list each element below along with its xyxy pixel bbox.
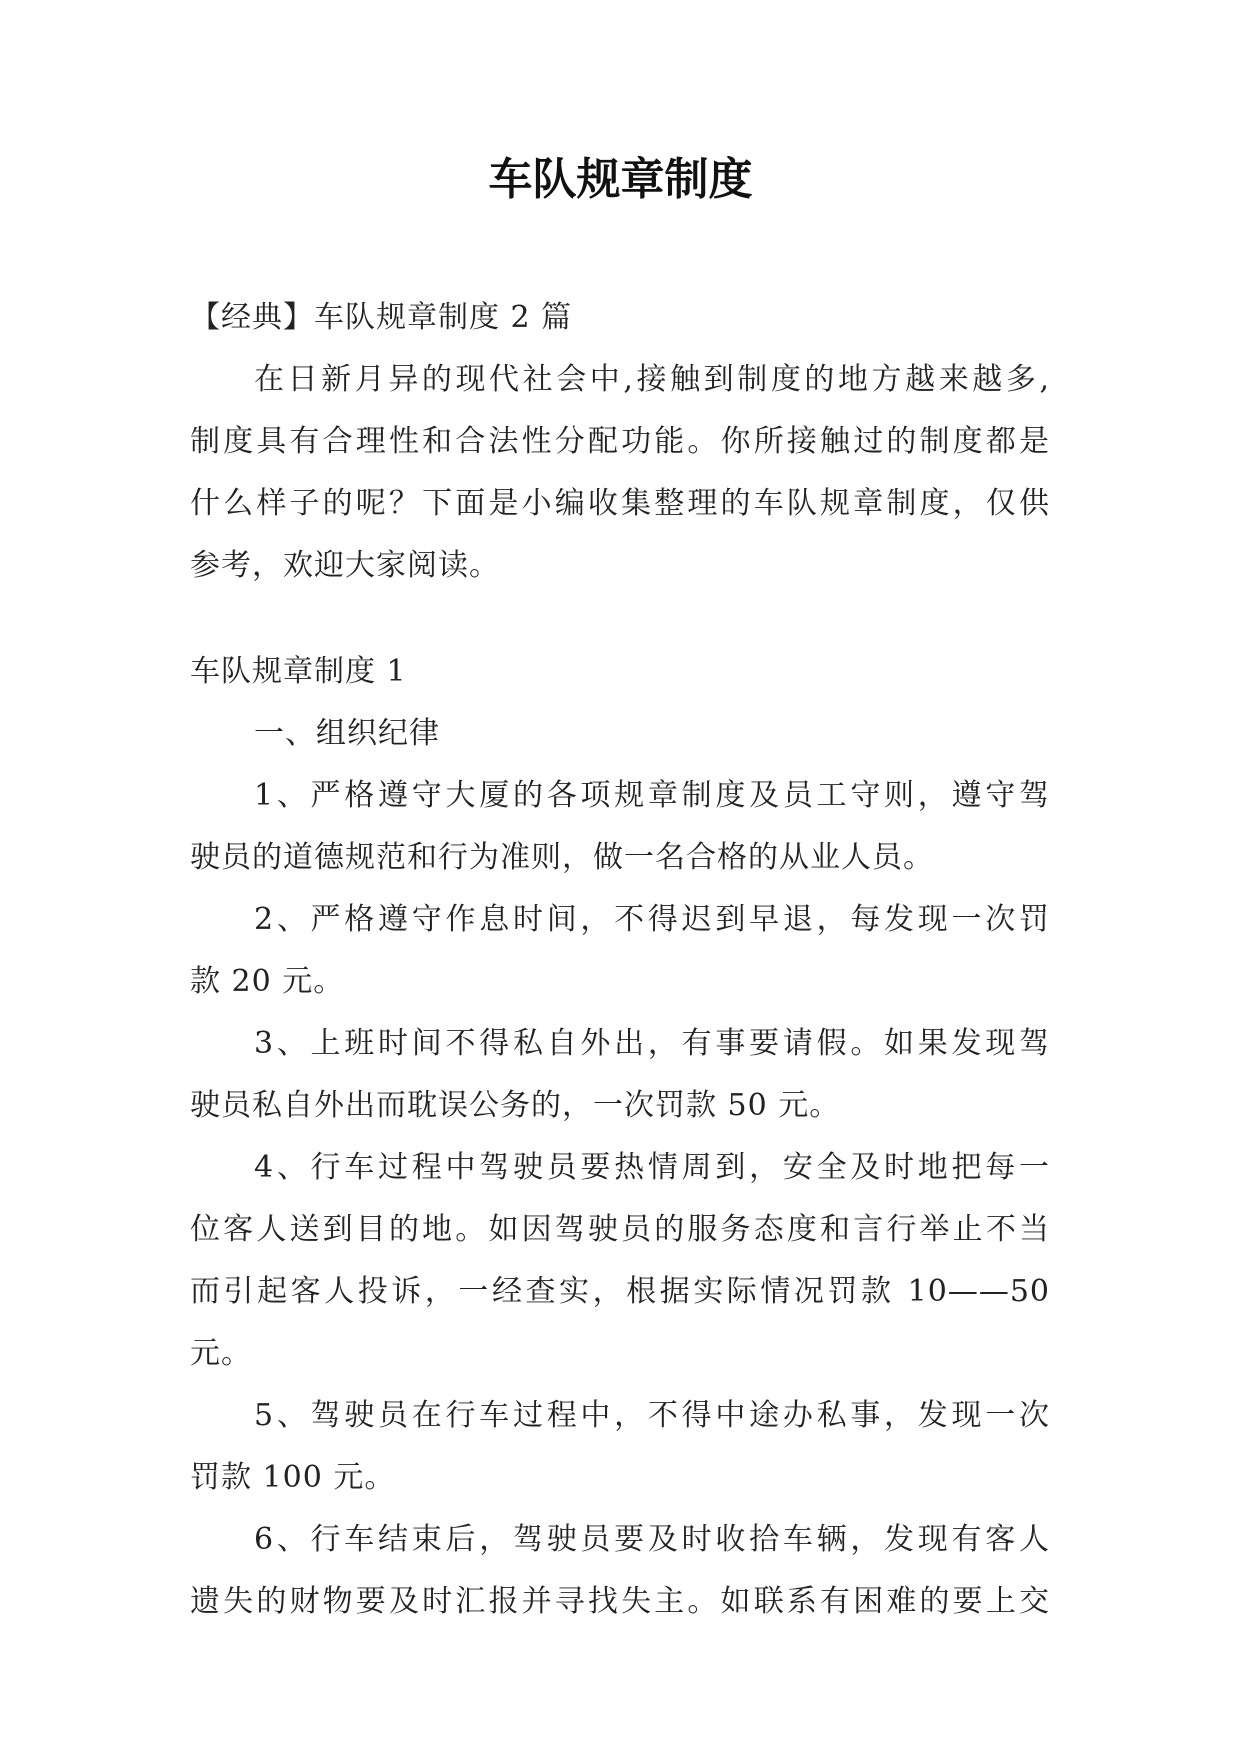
document-title: 车队规章制度 [488,154,753,205]
rule-line: 位客人送到目的地。如因驾驶员的服务态度和言行举止不当 [190,1212,1050,1247]
rule-line: 1、严格遵守大厦的各项规章制度及员工守则，遵守驾 [254,778,1050,813]
rule-line: 罚款 100 元。 [190,1460,396,1495]
rule-line: 2、严格遵守作息时间，不得迟到早退，每发现一次罚 [254,902,1050,937]
rule-line: 4、行车过程中驾驶员要热情周到，安全及时地把每一 [254,1150,1050,1185]
rule-line: 遗失的财物要及时汇报并寻找失主。如联系有困难的要上交 [190,1584,1050,1619]
intro-line: 什么样子的呢？下面是小编收集整理的车队规章制度，仅供 [190,486,1050,521]
subtitle-line: 【经典】车队规章制度 2 篇 [190,300,573,335]
subsection-heading: 一、组织纪律 [254,716,440,751]
intro-line: 在日新月异的现代社会中,接触到制度的地方越来越多, [254,362,1050,397]
rule-line: 款 20 元。 [190,964,345,999]
rule-line: 驶员的道德规范和行为准则，做一名合格的从业人员。 [190,840,934,875]
intro-line: 制度具有合理性和合法性分配功能。你所接触过的制度都是 [190,424,1050,459]
section-heading: 车队规章制度 1 [190,654,407,689]
rule-line: 驶员私自外出而耽误公务的，一次罚款 50 元。 [190,1088,841,1123]
rule-line: 而引起客人投诉，一经查实，根据实际情况罚款 10——50 [190,1274,1050,1309]
rule-line: 元。 [190,1336,252,1371]
rule-line: 5、驾驶员在行车过程中，不得中途办私事，发现一次 [254,1398,1050,1433]
intro-line: 参考，欢迎大家阅读。 [190,548,500,583]
rule-line: 3、上班时间不得私自外出，有事要请假。如果发现驾 [254,1026,1050,1061]
rule-line: 6、行车结束后，驾驶员要及时收拾车辆，发现有客人 [254,1522,1050,1557]
